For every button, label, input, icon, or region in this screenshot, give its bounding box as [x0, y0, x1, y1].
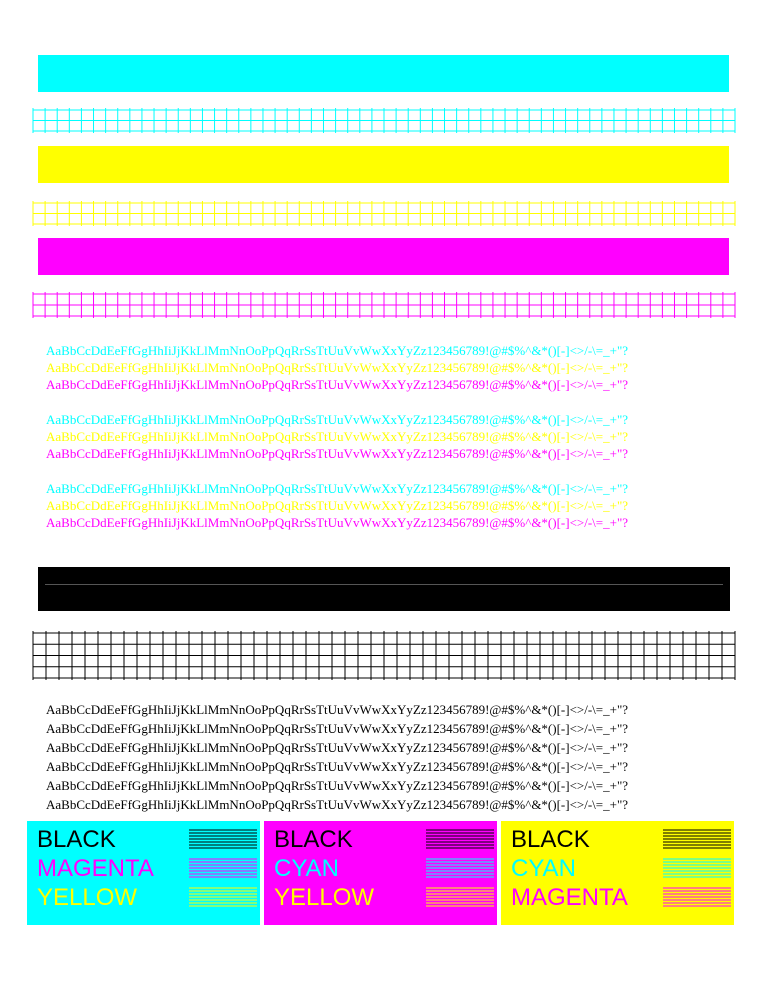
yellow-text-line: AaBbCcDdEeFfGgHhIiJjKkLlMmNnOoPpQqRrSsTtUuVvWwXxYyZz123456789!@#$%^&*()[-]<>/-\=_+"?	[46, 360, 629, 375]
magenta-text-line: AaBbCcDdEeFfGgHhIiJjKkLlMmNnOoPpQqRrSsTtUuVvWwXxYyZz123456789!@#$%^&*()[-]<>/-\=_+"?	[46, 377, 629, 392]
swatch-yellow	[501, 821, 734, 925]
swatch-line-pattern-cyan	[663, 858, 731, 880]
black-bar-line	[45, 584, 723, 585]
cyan-text-line: AaBbCcDdEeFfGgHhIiJjKkLlMmNnOoPpQqRrSsTtUuVvWwXxYyZz123456789!@#$%^&*()[-]<>/-\=_+"?	[46, 481, 629, 496]
black-text-line: AaBbCcDdEeFfGgHhIiJjKkLlMmNnOoPpQqRrSsTtUuVvWwXxYyZz123456789!@#$%^&*()[-]<>/-\=_+"?	[46, 721, 629, 736]
swatch-label-yellow: YELLOW	[37, 884, 138, 911]
magenta-alignment-grid	[33, 292, 735, 318]
magenta-color-bar	[38, 238, 729, 275]
swatch-label-black: BLACK	[37, 826, 116, 853]
swatch-magenta	[264, 821, 497, 925]
black-alignment-grid	[33, 631, 735, 680]
swatch-line-pattern-black	[189, 829, 257, 851]
swatch-line-pattern-magenta	[663, 887, 731, 909]
black-color-bar	[38, 567, 730, 611]
black-text-line: AaBbCcDdEeFfGgHhIiJjKkLlMmNnOoPpQqRrSsTtUuVvWwXxYyZz123456789!@#$%^&*()[-]<>/-\=_+"?	[46, 797, 629, 812]
swatch-line-pattern-yellow	[426, 887, 494, 909]
swatch-label-yellow: YELLOW	[274, 884, 375, 911]
swatch-label-cyan: CYAN	[274, 855, 339, 882]
swatch-label-black: BLACK	[274, 826, 353, 853]
cyan-alignment-grid	[33, 108, 735, 133]
magenta-text-line: AaBbCcDdEeFfGgHhIiJjKkLlMmNnOoPpQqRrSsTtUuVvWwXxYyZz123456789!@#$%^&*()[-]<>/-\=_+"?	[46, 446, 629, 461]
swatch-line-pattern-cyan	[426, 858, 494, 880]
black-text-line: AaBbCcDdEeFfGgHhIiJjKkLlMmNnOoPpQqRrSsTtUuVvWwXxYyZz123456789!@#$%^&*()[-]<>/-\=_+"?	[46, 778, 629, 793]
swatch-label-black: BLACK	[511, 826, 590, 853]
swatch-label-cyan: CYAN	[511, 855, 576, 882]
swatch-label-magenta: MAGENTA	[37, 855, 154, 882]
yellow-color-bar	[38, 146, 729, 183]
black-text-line: AaBbCcDdEeFfGgHhIiJjKkLlMmNnOoPpQqRrSsTtUuVvWwXxYyZz123456789!@#$%^&*()[-]<>/-\=_+"?	[46, 759, 629, 774]
swatch-line-pattern-magenta	[189, 858, 257, 880]
yellow-text-line: AaBbCcDdEeFfGgHhIiJjKkLlMmNnOoPpQqRrSsTtUuVvWwXxYyZz123456789!@#$%^&*()[-]<>/-\=_+"?	[46, 498, 629, 513]
swatch-line-pattern-black	[663, 829, 731, 851]
magenta-text-line: AaBbCcDdEeFfGgHhIiJjKkLlMmNnOoPpQqRrSsTtUuVvWwXxYyZz123456789!@#$%^&*()[-]<>/-\=_+"?	[46, 515, 629, 530]
swatch-line-pattern-black	[426, 829, 494, 851]
cyan-text-line: AaBbCcDdEeFfGgHhIiJjKkLlMmNnOoPpQqRrSsTtUuVvWwXxYyZz123456789!@#$%^&*()[-]<>/-\=_+"?	[46, 412, 629, 427]
yellow-alignment-grid	[33, 201, 735, 226]
swatch-line-pattern-yellow	[189, 887, 257, 909]
black-text-line: AaBbCcDdEeFfGgHhIiJjKkLlMmNnOoPpQqRrSsTtUuVvWwXxYyZz123456789!@#$%^&*()[-]<>/-\=_+"?	[46, 702, 629, 717]
cyan-color-bar	[38, 55, 729, 92]
swatch-label-magenta: MAGENTA	[511, 884, 628, 911]
black-text-line: AaBbCcDdEeFfGgHhIiJjKkLlMmNnOoPpQqRrSsTtUuVvWwXxYyZz123456789!@#$%^&*()[-]<>/-\=_+"?	[46, 740, 629, 755]
swatch-cyan	[27, 821, 260, 925]
yellow-text-line: AaBbCcDdEeFfGgHhIiJjKkLlMmNnOoPpQqRrSsTtUuVvWwXxYyZz123456789!@#$%^&*()[-]<>/-\=_+"?	[46, 429, 629, 444]
cyan-text-line: AaBbCcDdEeFfGgHhIiJjKkLlMmNnOoPpQqRrSsTtUuVvWwXxYyZz123456789!@#$%^&*()[-]<>/-\=_+"?	[46, 343, 629, 358]
